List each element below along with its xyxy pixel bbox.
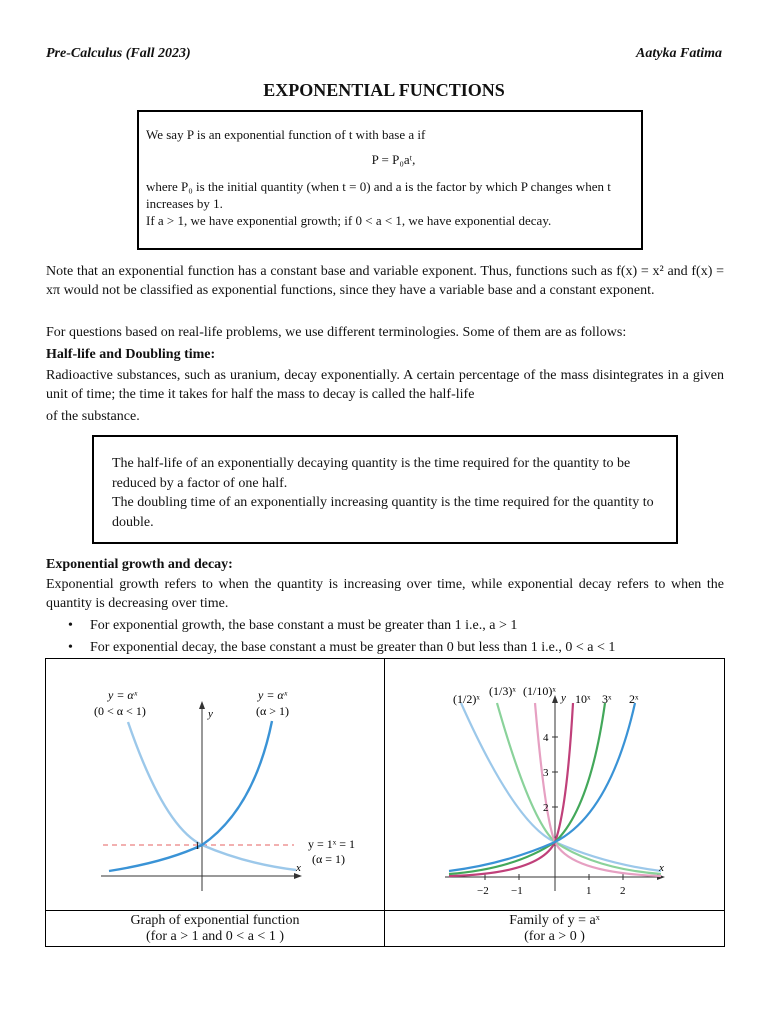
definition-intro: We say P is an exponential function of t with base a if — [146, 127, 426, 142]
label-three: 3ˣ — [602, 692, 612, 706]
third-curve — [497, 703, 661, 874]
halflife-definition: The half-life of an exponentially decaying quantity is the time required for the quantity to be reduced by a factor of one half. — [112, 456, 631, 491]
doubling-definition: The doubling time of an exponentially increasing quantity is the time required for the quantity to double. — [112, 495, 654, 530]
growth-condition: (α > 1) — [256, 704, 290, 718]
y-tick-4: 4 — [543, 732, 549, 744]
y-axis-label: y — [208, 708, 213, 720]
x-tick-minus2: −2 — [477, 885, 489, 897]
definition-formula: P = P₀aᵗ, — [371, 152, 416, 167]
label-ten: 10ˣ — [575, 692, 591, 706]
figure-left-caption — [46, 911, 385, 947]
list-item: • For exponential decay, the base constant a must be greater than 0 but less than 1 i.e., 0 < a < 1 — [46, 638, 724, 657]
exponential-graph — [46, 659, 384, 905]
base-conditions-list — [46, 616, 724, 657]
label-half: (1/2)ˣ — [453, 692, 480, 706]
x-axis-label: x — [296, 862, 301, 874]
author-header: Aatyka Fatima — [636, 46, 722, 61]
definition-box — [137, 110, 643, 250]
label-two: 2ˣ — [629, 692, 639, 706]
page-title: EXPONENTIAL FUNCTIONS — [263, 80, 505, 100]
y-axis-label: y — [561, 692, 566, 704]
note-paragraph: Note that an exponential function has a constant base and variable exponent. Thus, functions such as f(x) = x² and f(x) = xπ would not be classified as exponential functions, since they have a variable base and a constant exponent. — [46, 264, 724, 298]
radioactive-paragraph: Radioactive substances, such as uranium, decay exponentially. A certain percentage of the mass disintegrates in a given unit of time; the time it takes for half the mass to decay is called the half-life — [46, 368, 724, 402]
one-condition: (α = 1) — [312, 852, 346, 866]
y-tick-3: 3 — [543, 767, 549, 779]
decay-condition: (0 < α < 1) — [94, 704, 146, 718]
figure-right-cell — [385, 659, 725, 911]
family-graph — [385, 659, 724, 905]
growth-heading: Exponential growth and decay: — [46, 557, 233, 572]
course-header: Pre-Calculus (Fall 2023) — [46, 46, 191, 61]
caption-line: (for a > 1 and 0 < a < 1 ) — [146, 928, 284, 944]
figure-table — [45, 658, 725, 947]
terminology-paragraph: For questions based on real-life problems, we use different terminologies. Some of them are as follows: — [46, 325, 627, 340]
definition-growth-decay: If a > 1, we have exponential growth; if 0 < a < 1, we have exponential decay. — [146, 213, 552, 228]
x-tick-minus1: −1 — [511, 885, 523, 897]
figure-right-caption — [385, 911, 725, 947]
label-third: (1/3)ˣ — [489, 684, 516, 698]
x-tick-2: 2 — [620, 885, 626, 897]
caption-line: (for a > 0 ) — [524, 928, 585, 944]
figure-left-cell — [46, 659, 385, 911]
y-tick-2: 2 — [543, 802, 549, 814]
y-axis-arrow — [199, 701, 205, 709]
x-axis-label: x — [659, 862, 664, 874]
halflife-box — [92, 435, 678, 544]
two-curve — [449, 703, 635, 871]
caption-line: Graph of exponential function — [130, 912, 300, 928]
one-label: y = 1ˣ = 1 — [308, 837, 356, 851]
radioactive-paragraph-end: of the substance. — [46, 409, 140, 424]
caption-line: Family of y = aˣ — [509, 912, 600, 928]
growth-paragraph: Exponential growth refers to when the quantity is increasing over time, while exponential decay refers to when the quantity is decreasing over time. — [46, 577, 724, 611]
growth-label: y = αˣ — [258, 688, 288, 702]
halflife-heading: Half-life and Doubling time: — [46, 347, 216, 362]
label-tenth: (1/10)ˣ — [523, 684, 556, 698]
definition-where: where P₀ is the initial quantity (when t = 0) and a is the factor by which P changes when t increases by 1. — [146, 179, 611, 211]
list-item: • For exponential growth, the base constant a must be greater than 1 i.e., a > 1 — [46, 616, 724, 635]
decay-curve — [128, 722, 296, 870]
ten-curve — [449, 703, 573, 876]
x-tick-1: 1 — [586, 885, 592, 897]
decay-label: y = αˣ — [108, 688, 138, 702]
tick-one: 1 — [195, 841, 200, 852]
tenth-curve — [535, 703, 661, 876]
growth-curve — [109, 721, 272, 871]
